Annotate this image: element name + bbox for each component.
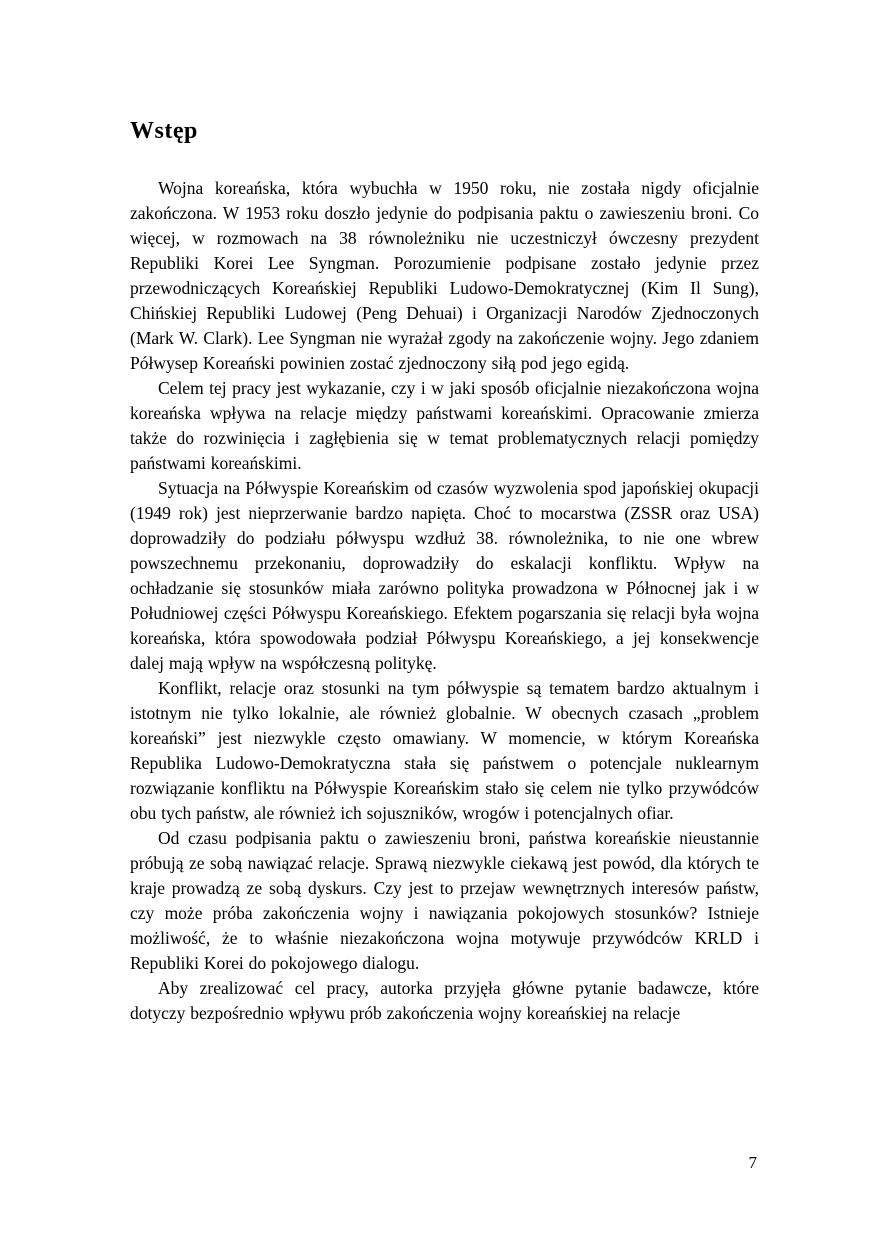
paragraph-3: Sytuacja na Półwyspie Koreańskim od czasów wyzwolenia spod japońskiej okupacji (1949 rok) jest nieprzerwanie bardzo napięta. Choć to mocarstwa (ZSSR oraz USA) doprowadziły do podziału półwyspu wzdłuż 38. równoleżnika, to nie one wbrew powszechnemu przekonaniu, doprowadziły do eskalacji konfliktu. Wpływ na ochładzanie się stosunków miała zarówno polityka prowadzona w Północnej jak i w Południowej części Półwyspu Koreańskiego. Efektem pogarszania się relacji była wojna koreańska, która spowodowała podział Półwyspu Koreańskiego, a jej konsekwencje dalej mają wpływ na współczesną politykę. (130, 478, 759, 673)
paragraph-6: Aby zrealizować cel pracy, autorka przyjęła główne pytanie badawcze, które dotyczy bezpośrednio wpływu prób zakończenia wojny koreańskiej na relacje (130, 978, 759, 1023)
paragraph-2: Celem tej pracy jest wykazanie, czy i w jaki sposób oficjalnie niezakończona wojna koreańska wpływa na relacje między państwami koreańskimi. Opracowanie zmierza także do rozwinięcia i zagłębienia się w temat problematycznych relacji pomiędzy państwami koreańskimi. (130, 378, 759, 473)
page-number: 7 (748, 1153, 757, 1172)
text-block (130, 116, 759, 1026)
page-title: Wstęp (130, 118, 198, 144)
paragraph-1: Wojna koreańska, która wybuchła w 1950 roku, nie została nigdy oficjalnie zakończona. W 1953 roku doszło jedynie do podpisania paktu o zawieszeniu broni. Co więcej, w rozmowach na 38 równoleżniku nie uczestniczył ówczesny prezydent Republiki Korei Lee Syngman. Porozumienie podpisane zostało jedynie przez przewodniczących Koreańskiej Republiki Ludowo-Demokratycznej (Kim Il Sung), Chińskiej Republiki Ludowej (Peng Dehuai) i Organizacji Narodów Zjednoczonych (Mark W. Clark). Lee Syngman nie wyrażał zgody na zakończenie wojny. Jego zdaniem Półwysep Koreański powinien zostać zjednoczony siłą pod jego egidą. (130, 178, 759, 373)
paragraph-4: Konflikt, relacje oraz stosunki na tym półwyspie są tematem bardzo aktualnym i istotnym nie tylko lokalnie, ale również globalnie. W obecnych czasach „problem koreański” jest niezwykle często omawiany. W momencie, w którym Koreańska Republika Ludowo-Demokratyczna stała się państwem o potencjale nuklearnym rozwiązanie konfliktu na Półwyspie Koreańskim stało się celem nie tylko przywódców obu tych państw, ale również ich sojuszników, wrogów i potencjalnych ofiar. (130, 678, 759, 823)
paragraph-5: Od czasu podpisania paktu o zawieszeniu broni, państwa koreańskie nieustannie próbują ze sobą nawiązać relacje. Sprawą niezwykle ciekawą jest powód, dla których te kraje prowadzą ze sobą dyskurs. Czy jest to przejaw wewnętrznych interesów państw, czy może próba zakończenia wojny i nawiązania pokojowych stosunków? Istnieje możliwość, że to właśnie niezakończona wojna motywuje przywódców KRLD i Republiki Korei do pokojowego dialogu. (130, 828, 759, 973)
